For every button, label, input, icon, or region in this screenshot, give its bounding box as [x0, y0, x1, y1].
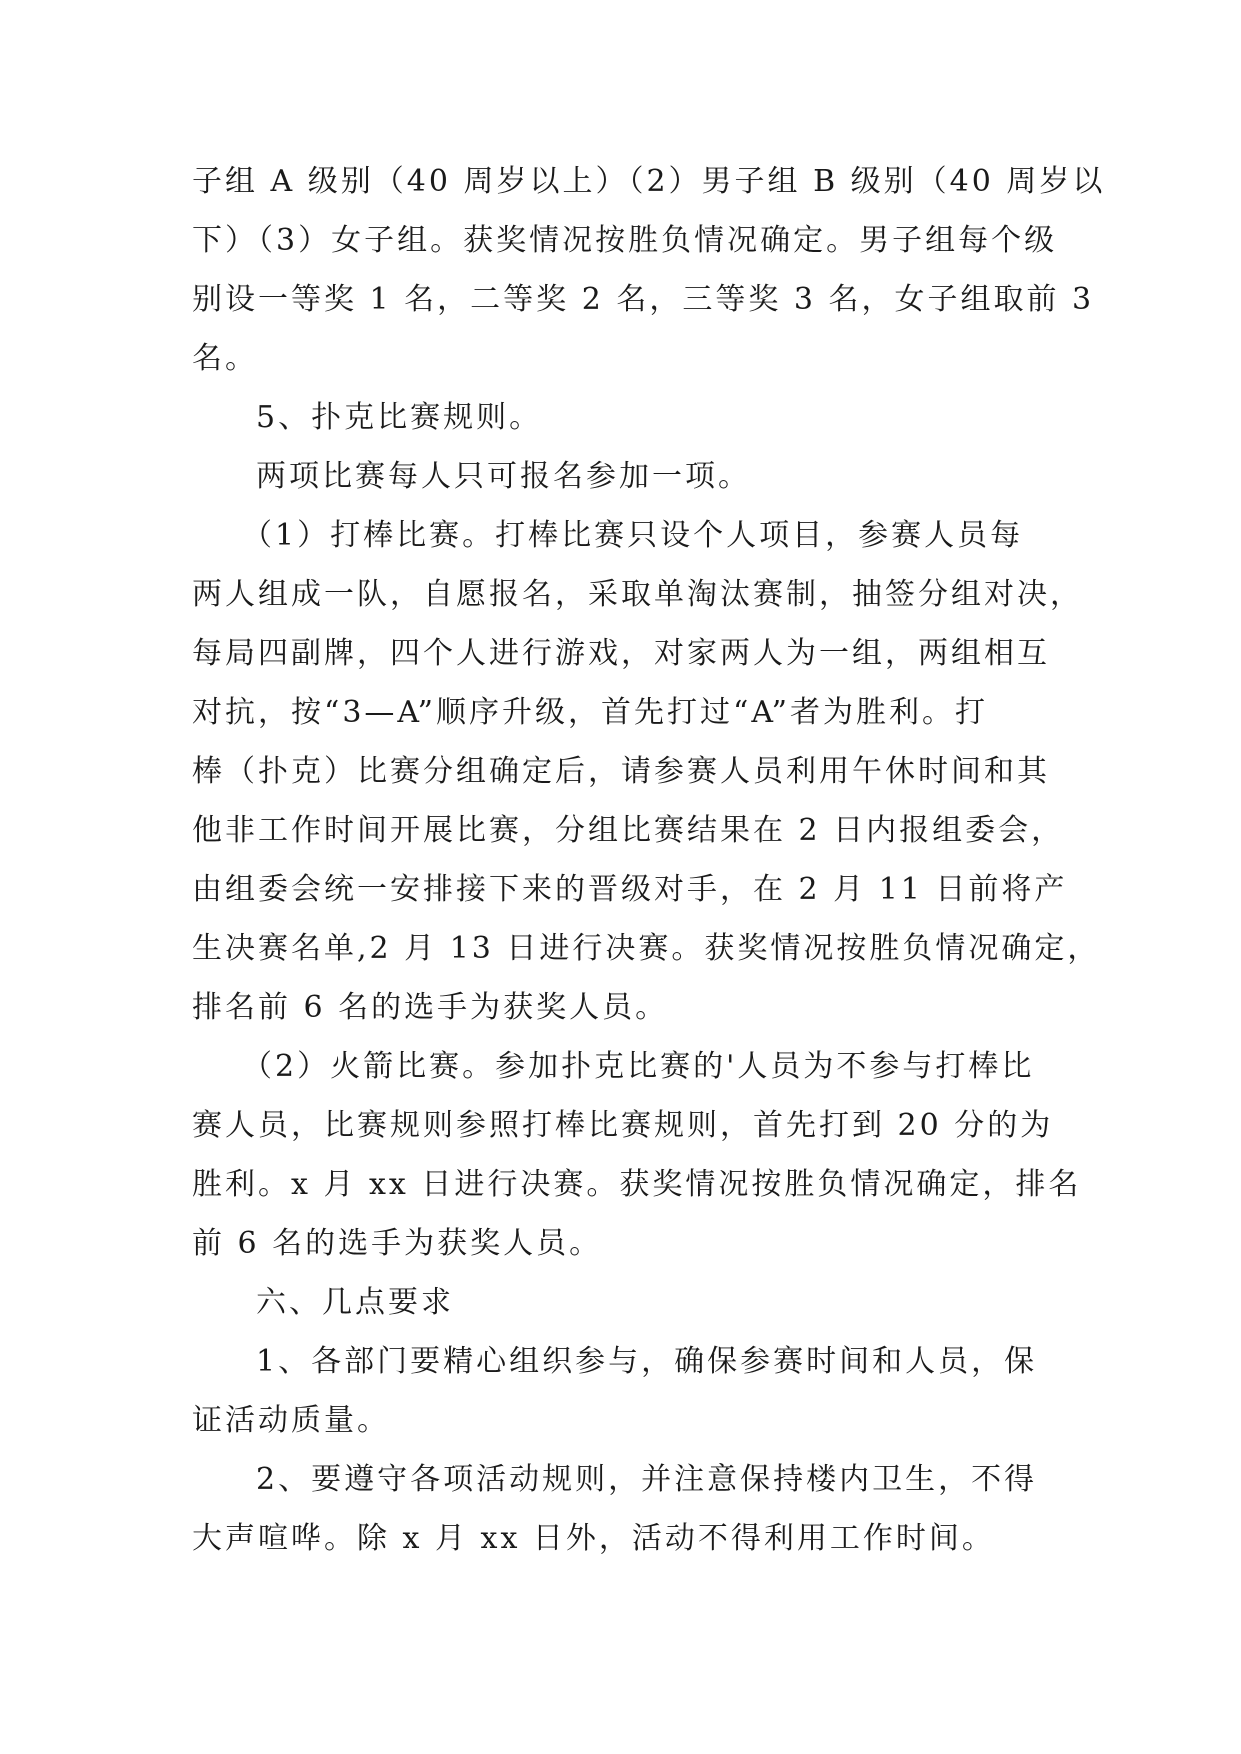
paragraph-line: 2、要遵守各项活动规则，并注意保持楼内卫生，不得 [256, 1462, 1038, 1497]
paragraph-line: 证活动质量。 [192, 1403, 390, 1438]
paragraph-line: 每局四副牌，四个人进行游戏，对家两人为一组，两组相互 [192, 636, 1050, 671]
paragraph-line: 胜利。x 月 xx 日进行决赛。获奖情况按胜负情况确定，排名 [192, 1167, 1082, 1202]
paragraph-line: 棒（扑克）比赛分组确定后，请参赛人员利用午休时间和其 [192, 754, 1050, 789]
paragraph-line: 由组委会统一安排接下来的晋级对手，在 2 月 11 日前将产 [192, 872, 1068, 907]
paragraph-line: 名。 [192, 341, 258, 376]
paragraph-line: （1）打棒比赛。打棒比赛只设个人项目，参赛人员每 [242, 518, 1024, 553]
paragraph-line: 下）（3）女子组。获奖情况按胜负情况确定。男子组每个级 [192, 223, 1058, 258]
paragraph-line: 两人组成一队，自愿报名，采取单淘汰赛制，抽签分组对决， [192, 577, 1083, 612]
paragraph-line: 排名前 6 名的选手为获奖人员。 [192, 990, 669, 1025]
paragraph-line: 对抗，按“3—A”顺序升级，首先打过“A”者为胜利。打 [192, 695, 988, 730]
paragraph-line: 别设一等奖 1 名，二等奖 2 名，三等奖 3 名，女子组取前 3 [192, 282, 1095, 317]
paragraph-line: 1、各部门要精心组织参与，确保参赛时间和人员，保 [256, 1344, 1038, 1379]
paragraph-line: 赛人员，比赛规则参照打棒比赛规则，首先打到 20 分的为 [192, 1108, 1054, 1143]
paragraph-line: 子组 A 级别（40 周岁以上）（2）男子组 B 级别（40 周岁以 [192, 164, 1106, 199]
paragraph-line: （2）火箭比赛。参加扑克比赛的'人员为不参与打棒比 [242, 1049, 1035, 1084]
paragraph-line: 前 6 名的选手为获奖人员。 [192, 1226, 603, 1261]
paragraph-line: 生决赛名单,2 月 13 日进行决赛。获奖情况按胜负情况确定， [192, 931, 1101, 966]
section-heading: 六、几点要求 [256, 1285, 454, 1320]
paragraph-line: 大声喧哗。除 x 月 xx 日外，活动不得利用工作时间。 [192, 1521, 995, 1556]
section-heading: 5、扑克比赛规则。 [256, 400, 543, 435]
document-body [192, 152, 1106, 1568]
paragraph-line: 他非工作时间开展比赛，分组比赛结果在 2 日内报组委会， [192, 813, 1065, 848]
paragraph-line: 两项比赛每人只可报名参加一项。 [256, 459, 751, 494]
